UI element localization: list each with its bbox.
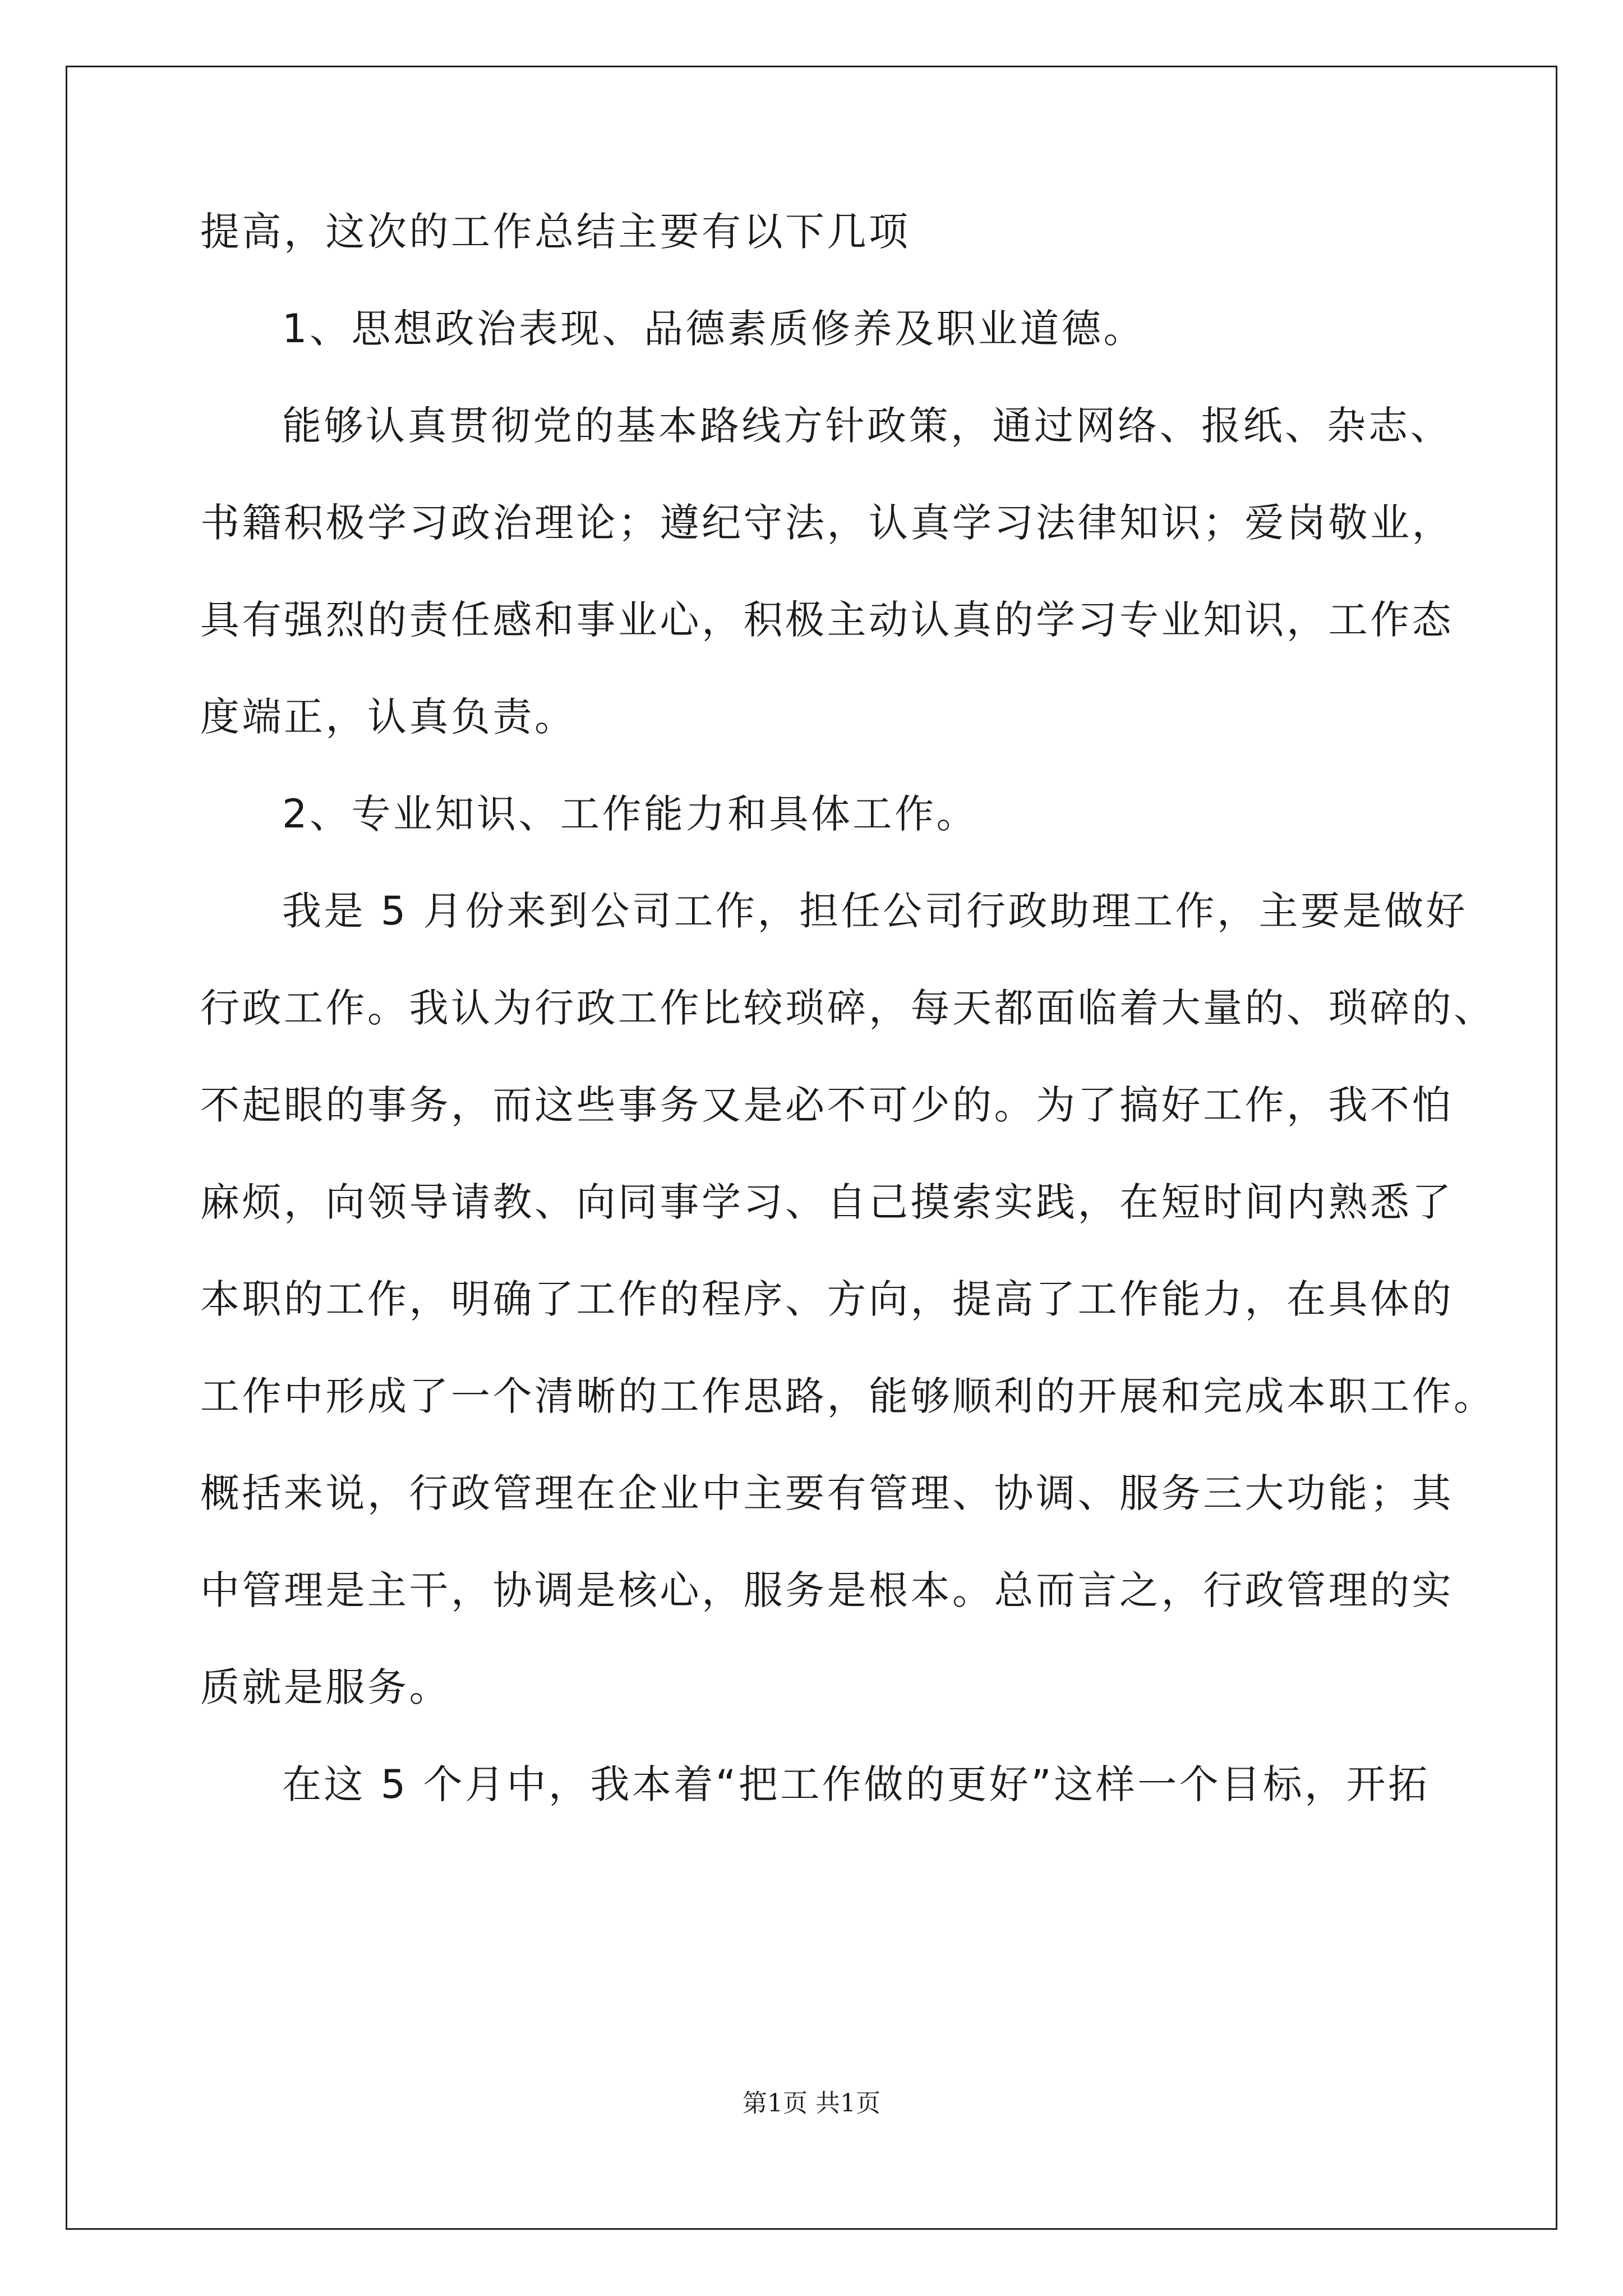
section-heading: 1、思想政治表现、品德素质修养及职业道德。	[282, 306, 1146, 352]
text-line: 在这 5 个月中，我本着“把工作做的更好”这样一个目标，开拓	[282, 1761, 1430, 1807]
text-line: 度端正，认真负责。	[200, 694, 577, 740]
text-line: 质就是服务。	[200, 1664, 451, 1710]
text-line: 不起眼的事务，而这些事务又是必不可少的。为了搞好工作，我不怕	[200, 1082, 1454, 1128]
text-line: 工作中形成了一个清晰的工作思路，能够顺利的开展和完成本职工作。	[200, 1373, 1496, 1419]
text-line: 能够认真贯彻党的基本路线方针政策，通过网络、报纸、杂志、	[282, 403, 1452, 449]
text-line: 我是 5 月份来到公司工作，担任公司行政助理工作，主要是做好	[282, 888, 1468, 934]
text-line: 行政工作。我认为行政工作比较琐碎，每天都面临着大量的、琐碎的、	[200, 985, 1496, 1031]
text-line: 概括来说，行政管理在企业中主要有管理、协调、服务三大功能；其	[200, 1470, 1454, 1516]
text-line: 书籍积极学习政治理论；遵纪守法，认真学习法律知识；爱岗敬业，	[200, 500, 1454, 546]
page-number: 第1页 共1页	[743, 2089, 880, 2118]
text-line: 具有强烈的责任感和事业心，积极主动认真的学习专业知识，工作态	[200, 597, 1454, 643]
text-line: 提高，这次的工作总结主要有以下几项	[200, 209, 911, 255]
text-line: 中管理是主干，协调是核心，服务是根本。总而言之，行政管理的实	[200, 1567, 1454, 1613]
text-line: 麻烦，向领导请教、向同事学习、自己摸索实践，在短时间内熟悉了	[200, 1179, 1454, 1225]
text-line: 本职的工作，明确了工作的程序、方向，提高了工作能力，在具体的	[200, 1276, 1454, 1322]
section-heading: 2、专业知识、工作能力和具体工作。	[282, 791, 979, 837]
page-border	[66, 66, 1557, 2230]
